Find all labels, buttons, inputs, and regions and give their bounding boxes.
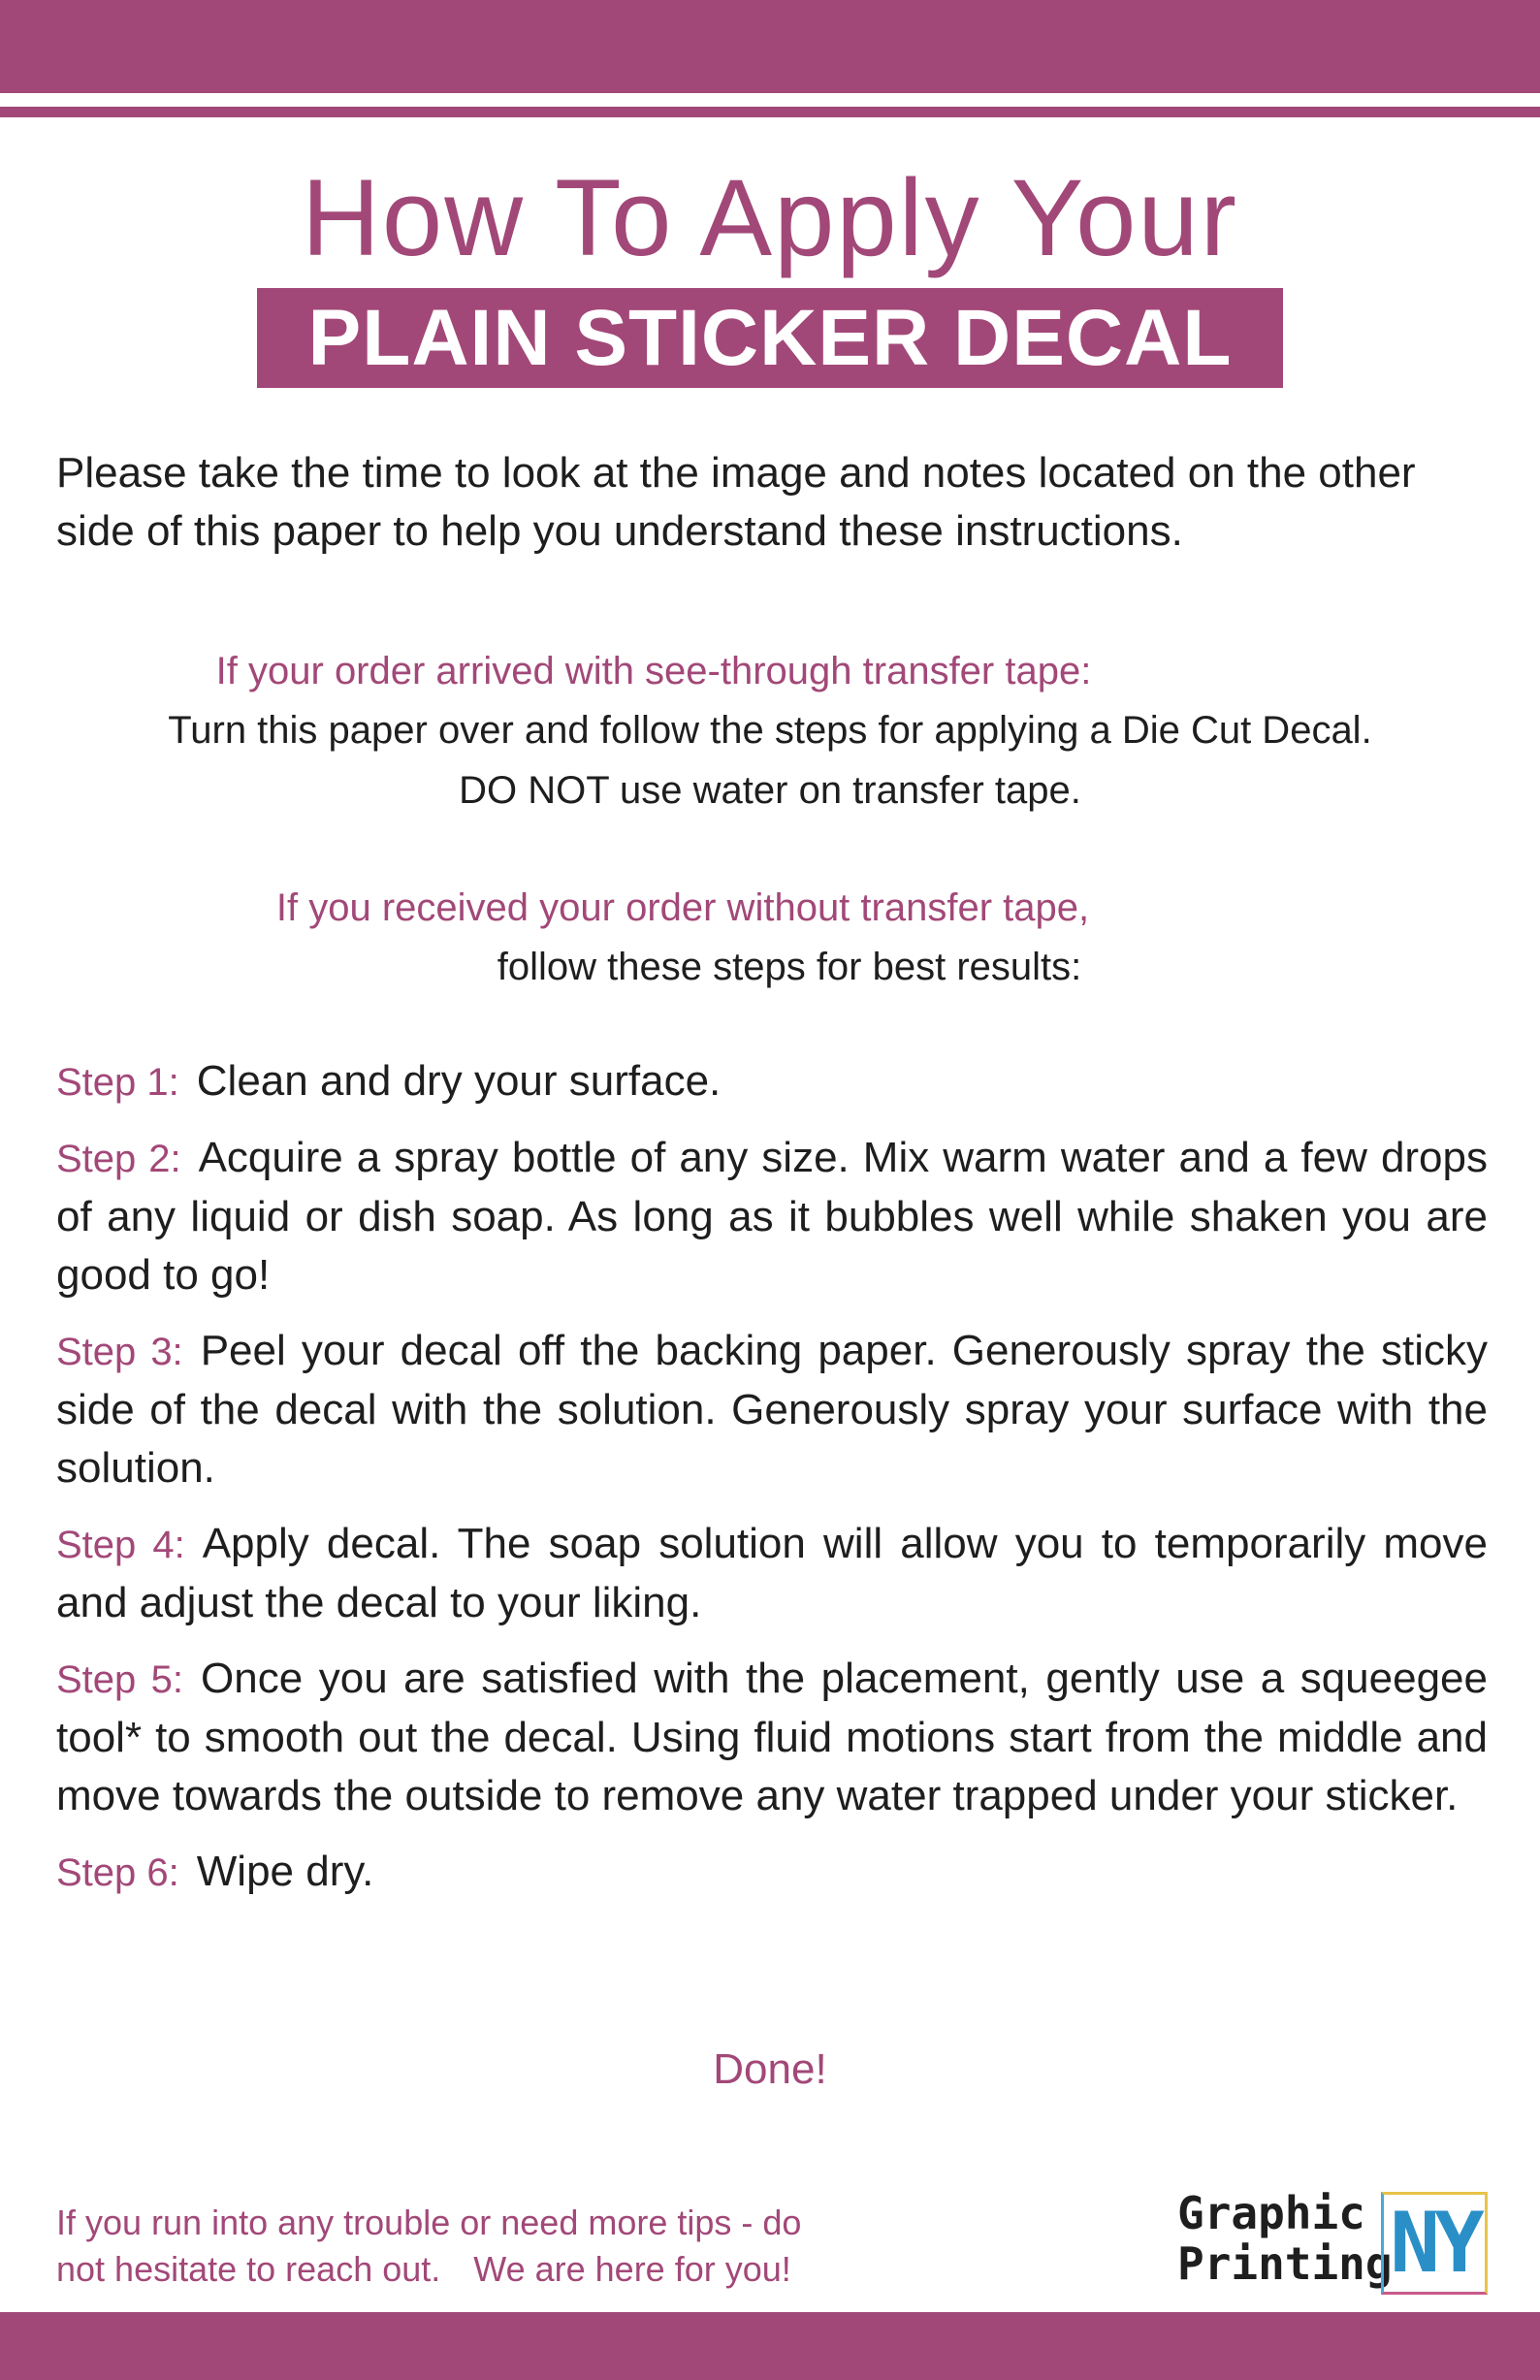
step-1 xyxy=(56,1052,1488,1111)
no-transfer-tape-section xyxy=(0,879,1540,997)
step-1-label: Step 1: xyxy=(56,1061,179,1104)
step-4-label: Step 4: xyxy=(56,1524,185,1566)
step-4 xyxy=(56,1515,1488,1632)
step-3-label: Step 3: xyxy=(56,1331,183,1373)
transfer-tape-line-1: Turn this paper over and follow the steps for applying a Die Cut Decal. xyxy=(168,709,1372,752)
step-3-text: Peel your decal off the backing paper. Generously spray the sticky side of the decal with the solution. Generously spray your surface with the solution. xyxy=(56,1327,1489,1492)
top-banner xyxy=(0,0,1540,93)
transfer-tape-line-2: DO NOT use water on transfer tape. xyxy=(459,769,1081,812)
page-subtitle: PLAIN STICKER DECAL xyxy=(257,288,1283,388)
intro-paragraph: Please take the time to look at the image and notes located on the other side of this paper to help you understand these instructions. xyxy=(56,449,1416,555)
step-5 xyxy=(56,1650,1488,1825)
step-2-label: Step 2: xyxy=(56,1138,181,1180)
step-5-text: Once you are satisfied with the placement, gently use a squeegee tool* to smooth out the decal. Using fluid motions start from the middle and move towards the outside to remove any water trapped under your sticker. xyxy=(56,1655,1488,1819)
footer-line-2b: We are here for you! xyxy=(473,2249,791,2289)
bottom-banner xyxy=(0,2312,1540,2380)
no-transfer-tape-line-1: follow these steps for best results: xyxy=(497,946,1082,988)
footer-line-2 xyxy=(56,2246,890,2293)
graphic-printing-ny-logo xyxy=(1177,2188,1488,2300)
logo-word-graphic: Graphic xyxy=(1177,2187,1365,2239)
logo-ny-badge: NY xyxy=(1381,2192,1488,2295)
step-2 xyxy=(56,1129,1488,1304)
step-3 xyxy=(56,1322,1488,1497)
done-label: Done! xyxy=(713,2045,827,2093)
logo-word-printing: Printing xyxy=(1177,2237,1393,2290)
step-4-text: Apply decal. The soap solution will allow you to temporarily move and adjust the decal to your liking. xyxy=(56,1520,1488,1626)
step-6-label: Step 6: xyxy=(56,1851,179,1894)
top-divider xyxy=(0,107,1540,117)
step-2-text: Acquire a spray bottle of any size. Mix warm water and a few drops of any liquid or dish soap. As long as it bubbles well while shaken you are good to go! xyxy=(56,1134,1489,1299)
footer-line-1: If you run into any trouble or need more tips - do xyxy=(56,2203,802,2242)
footer-note xyxy=(56,2200,890,2293)
logo-wordmark xyxy=(1177,2188,1391,2289)
step-6-text: Wipe dry. xyxy=(196,1848,374,1895)
footer-line-2a: not hesitate to reach out. xyxy=(56,2249,441,2289)
page-title: How To Apply Your xyxy=(302,157,1238,278)
steps-list xyxy=(56,1052,1488,1919)
step-5-label: Step 5: xyxy=(56,1658,184,1701)
step-1-text: Clean and dry your surface. xyxy=(196,1057,722,1105)
no-transfer-tape-heading: If you received your order without transfer tape, xyxy=(275,886,1090,929)
transfer-tape-heading: If your order arrived with see-through transfer tape: xyxy=(215,650,1092,692)
transfer-tape-section xyxy=(0,642,1540,820)
step-6 xyxy=(56,1843,1488,1902)
